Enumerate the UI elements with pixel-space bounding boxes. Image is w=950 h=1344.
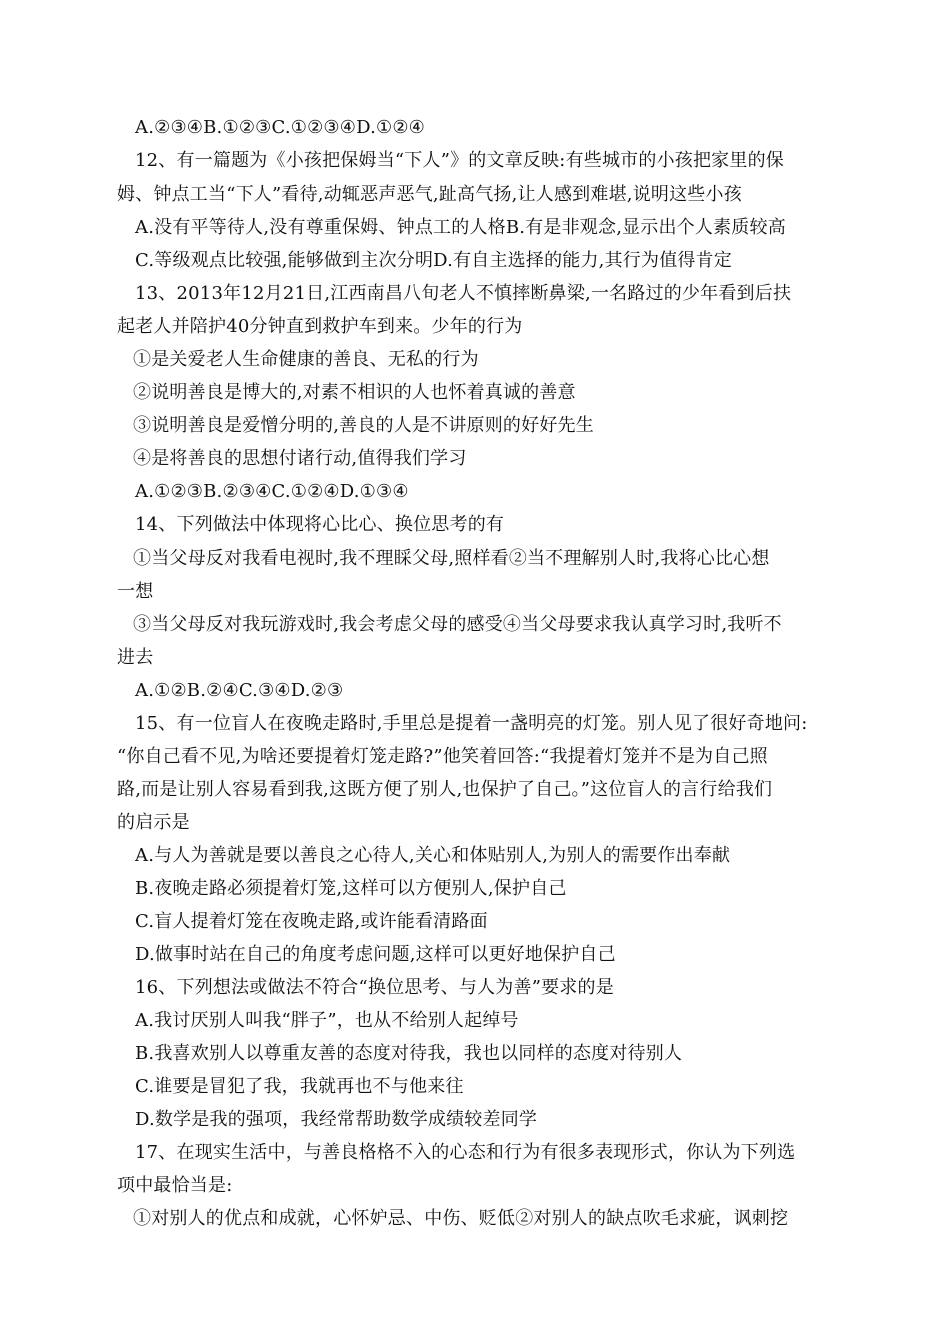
question-12-stem: 12、有一篇题为《小孩把保姆当“下人”》的文章反映:有些城市的小孩把家里的保	[135, 150, 784, 171]
question-14-items-3-4: ③当父母反对我玩游戏时,我会考虑父母的感受④当父母要求我认真学习时,我听不	[133, 614, 782, 635]
question-16-stem: 16、下列想法或做法不符合“换位思考、与人为善”要求的是	[135, 977, 614, 998]
question-15-option-c: C.盲人提着灯笼在夜晚走路,或许能看清路面	[135, 911, 488, 932]
question-15-stem-cont-3: 的启示是	[117, 812, 190, 833]
question-12-options-cd: C.等级观点比较强,能够做到主次分明D.有自主选择的能力,其行为值得肯定	[135, 250, 733, 271]
question-16-option-d: D.数学是我的强项，我经常帮助数学成绩较差同学	[135, 1109, 538, 1130]
question-14-items-1-2-cont: 一想	[117, 581, 154, 602]
question-17-stem-cont: 项中最恰当是:	[117, 1175, 233, 1196]
question-13-stem: 13、2013年12月21日,江西南昌八旬老人不慎摔断鼻梁,一名路过的少年看到后扶	[135, 283, 792, 304]
question-13-item-3: ③说明善良是爱憎分明的,善良的人是不讲原则的好好先生	[133, 415, 594, 436]
question-15-option-d: D.做事时站在自己的角度考虑问题,这样可以更好地保护自己	[135, 944, 616, 965]
question-16-option-a: A.我讨厌别人叫我“胖子”，也从不给别人起绰号	[135, 1010, 519, 1031]
question-14-items-3-4-cont: 进去	[117, 647, 154, 668]
question-15-stem-cont-2: 路,而是让别人容易看到我,这既方便了别人,也保护了自己。”这位盲人的言行给我们	[117, 779, 773, 800]
question-13-options: A.①②③B.②③④C.①②④D.①③④	[135, 481, 409, 502]
question-15-stem-cont-1: “你自己看不见,为啥还要提着灯笼走路?”他笑着回答:“我提着灯笼并不是为自己照	[117, 746, 768, 767]
question-14-stem: 14、下列做法中体现将心比心、换位思考的有	[135, 514, 505, 535]
question-16-option-b: B.我喜欢别人以尊重友善的态度对待我，我也以同样的态度对待别人	[135, 1043, 683, 1064]
question-13-stem-cont: 起老人并陪护40分钟直到救护车到来。少年的行为	[117, 316, 523, 337]
question-16-option-c: C.谁要是冒犯了我，我就再也不与他来往	[135, 1076, 464, 1097]
question-17-stem: 17、在现实生活中，与善良格格不入的心态和行为有很多表现形式，你认为下列选	[135, 1142, 796, 1163]
question-12-options-ab: A.没有平等待人,没有尊重保姆、钟点工的人格B.有是非观念,显示出个人素质较高	[135, 217, 786, 238]
question-15-stem: 15、有一位盲人在夜晚走路时,手里总是提着一盏明亮的灯笼。别人见了很好奇地问:	[135, 713, 808, 734]
question-12-stem-cont: 姆、钟点工当“下人”看待,动辄恶声恶气,趾高气扬,让人感到难堪,说明这些小孩	[117, 184, 742, 205]
question-13-item-2: ②说明善良是博大的,对素不相识的人也怀着真诚的善意	[133, 382, 576, 403]
question-14-options: A.①②B.②④C.③④D.②③	[135, 680, 344, 701]
answer-options-q11: A.②③④B.①②③C.①②③④D.①②④	[135, 117, 426, 138]
question-13-item-1: ①是关爱老人生命健康的善良、无私的行为	[133, 349, 479, 370]
question-15-option-b: B.夜晚走路必须提着灯笼,这样可以方便别人,保护自己	[135, 878, 567, 899]
question-14-items-1-2: ①当父母反对我看电视时,我不理睬父母,照样看②当不理解别人时,我将心比心想	[133, 548, 770, 569]
question-15-option-a: A.与人为善就是要以善良之心待人,关心和体贴别人,为别人的需要作出奉献	[135, 845, 731, 866]
question-17-items-1-2: ①对别人的优点和成就，心怀妒忌、中伤、贬低②对别人的缺点吹毛求疵，讽刺挖	[133, 1208, 789, 1229]
question-13-item-4: ④是将善良的思想付诸行动,值得我们学习	[133, 448, 467, 469]
